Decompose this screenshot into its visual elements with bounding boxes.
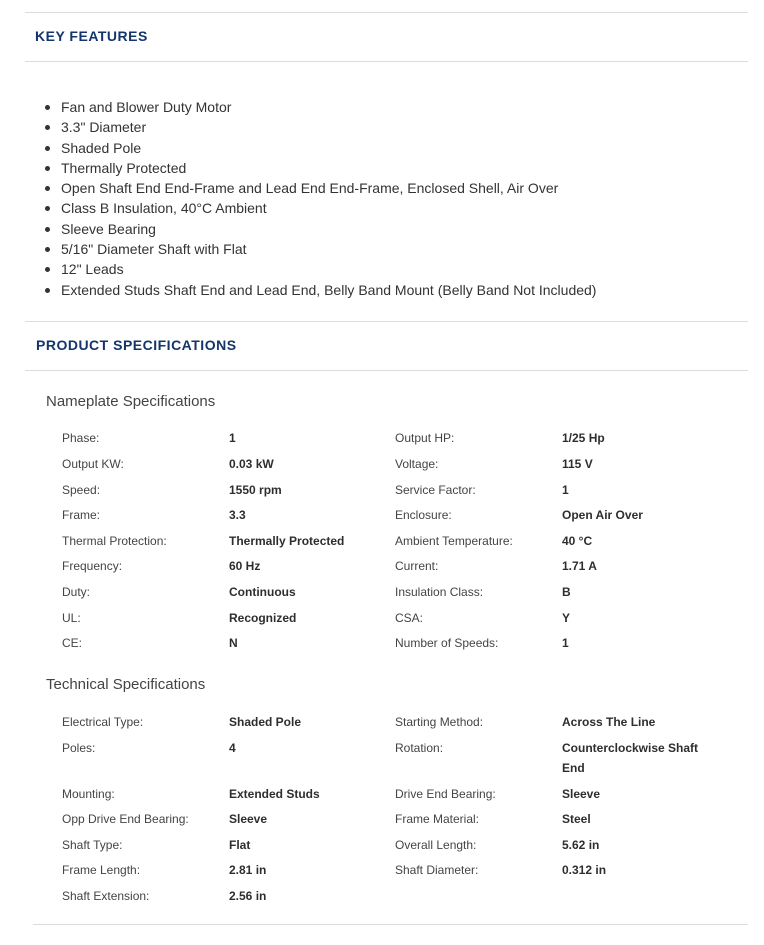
product-specifications-title: PRODUCT SPECIFICATIONS: [36, 337, 237, 353]
spec-value: Recognized: [229, 611, 297, 625]
top-divider: [25, 12, 748, 13]
spec-value: 2.56 in: [229, 889, 267, 903]
spec-label: Shaft Diameter:: [395, 863, 479, 877]
spec-value: 2.81 in: [229, 863, 267, 877]
spec-label: Phase:: [62, 431, 100, 445]
spec-label: Shaft Type:: [62, 838, 123, 852]
spec-label: Current:: [395, 559, 439, 573]
spec-label: Drive End Bearing:: [395, 787, 496, 801]
spec-label: Shaft Extension:: [62, 889, 150, 903]
spec-label: Ambient Temperature:: [395, 534, 513, 548]
list-item: Extended Studs Shaft End and Lead End, Belly Band Mount (Belly Band Not Included): [44, 280, 596, 300]
spec-label: CSA:: [395, 611, 424, 625]
spec-value: 3.3: [229, 508, 246, 522]
spec-label: Rotation:: [395, 741, 444, 755]
key-features-divider: [25, 61, 748, 62]
spec-label: Voltage:: [395, 457, 439, 471]
spec-value: Counterclockwise Shaft End: [562, 741, 699, 775]
spec-label: Number of Speeds:: [395, 636, 499, 650]
spec-value: 1/25 Hp: [562, 431, 605, 445]
spec-value: 4: [229, 741, 236, 755]
spec-label: Insulation Class:: [395, 585, 484, 599]
spec-label: CE:: [62, 636, 83, 650]
features-bottom-divider: [25, 321, 748, 322]
list-item: 12" Leads: [44, 259, 596, 279]
list-item: Open Shaft End End-Frame and Lead End End-Frame, Enclosed Shell, Air Over: [44, 178, 596, 198]
spec-value: 1550 rpm: [229, 483, 282, 497]
spec-value: B: [562, 585, 571, 599]
specifications-divider: [25, 370, 748, 371]
spec-value: 1: [562, 636, 569, 650]
spec-value: N: [229, 636, 238, 650]
spec-value: Flat: [229, 838, 251, 852]
spec-label: Opp Drive End Bearing:: [62, 812, 189, 826]
spec-value: Continuous: [229, 585, 296, 599]
nameplate-specifications-title: Nameplate Specifications: [46, 393, 216, 410]
list-item: Thermally Protected: [44, 158, 596, 178]
spec-value: 5.62 in: [562, 838, 600, 852]
spec-value: Sleeve: [229, 812, 268, 826]
spec-label: Frame:: [62, 508, 101, 522]
spec-label: Starting Method:: [395, 715, 484, 729]
spec-value: Shaded Pole: [229, 715, 302, 729]
spec-label: Enclosure:: [395, 508, 452, 522]
list-item: 3.3" Diameter: [44, 117, 596, 137]
spec-label: Overall Length:: [395, 838, 477, 852]
spec-value: 60 Hz: [229, 559, 261, 573]
spec-label: Frame Material:: [395, 812, 480, 826]
list-item: Fan and Blower Duty Motor: [44, 97, 596, 117]
list-item: Class B Insulation, 40°C Ambient: [44, 198, 596, 218]
spec-label: Electrical Type:: [62, 715, 144, 729]
spec-value: 40 °C: [562, 534, 593, 548]
technical-specifications-title: Technical Specifications: [46, 676, 206, 693]
spec-value: Sleeve: [562, 787, 601, 801]
spec-label: Output KW:: [62, 457, 124, 471]
spec-value: 1: [562, 483, 569, 497]
spec-label: Frequency:: [62, 559, 123, 573]
spec-value: 1.71 A: [562, 559, 597, 573]
spec-value: 0.312 in: [562, 863, 607, 877]
spec-label: Duty:: [62, 585, 91, 599]
key-features-list: [44, 97, 596, 300]
list-item: 5/16" Diameter Shaft with Flat: [44, 239, 596, 259]
spec-label: Service Factor:: [395, 483, 476, 497]
spec-label: Thermal Protection:: [62, 534, 167, 548]
spec-label: Poles:: [62, 741, 96, 755]
list-item: Shaded Pole: [44, 138, 596, 158]
spec-value: Open Air Over: [562, 508, 643, 522]
spec-value: Y: [562, 611, 571, 625]
spec-value: Extended Studs: [229, 787, 320, 801]
list-item: Sleeve Bearing: [44, 219, 596, 239]
spec-label: UL:: [62, 611, 81, 625]
spec-value: Across The Line: [562, 715, 656, 729]
spec-value: Thermally Protected: [229, 534, 345, 548]
bottom-divider: [33, 924, 748, 925]
spec-label: Frame Length:: [62, 863, 141, 877]
spec-label: Speed:: [62, 483, 101, 497]
spec-label: Mounting:: [62, 787, 115, 801]
spec-value: 0.03 kW: [229, 457, 274, 471]
spec-value: 1: [229, 431, 236, 445]
spec-value: Steel: [562, 812, 591, 826]
spec-label: Output HP:: [395, 431, 455, 445]
spec-value: 115 V: [562, 457, 593, 471]
key-features-title: KEY FEATURES: [35, 28, 148, 44]
